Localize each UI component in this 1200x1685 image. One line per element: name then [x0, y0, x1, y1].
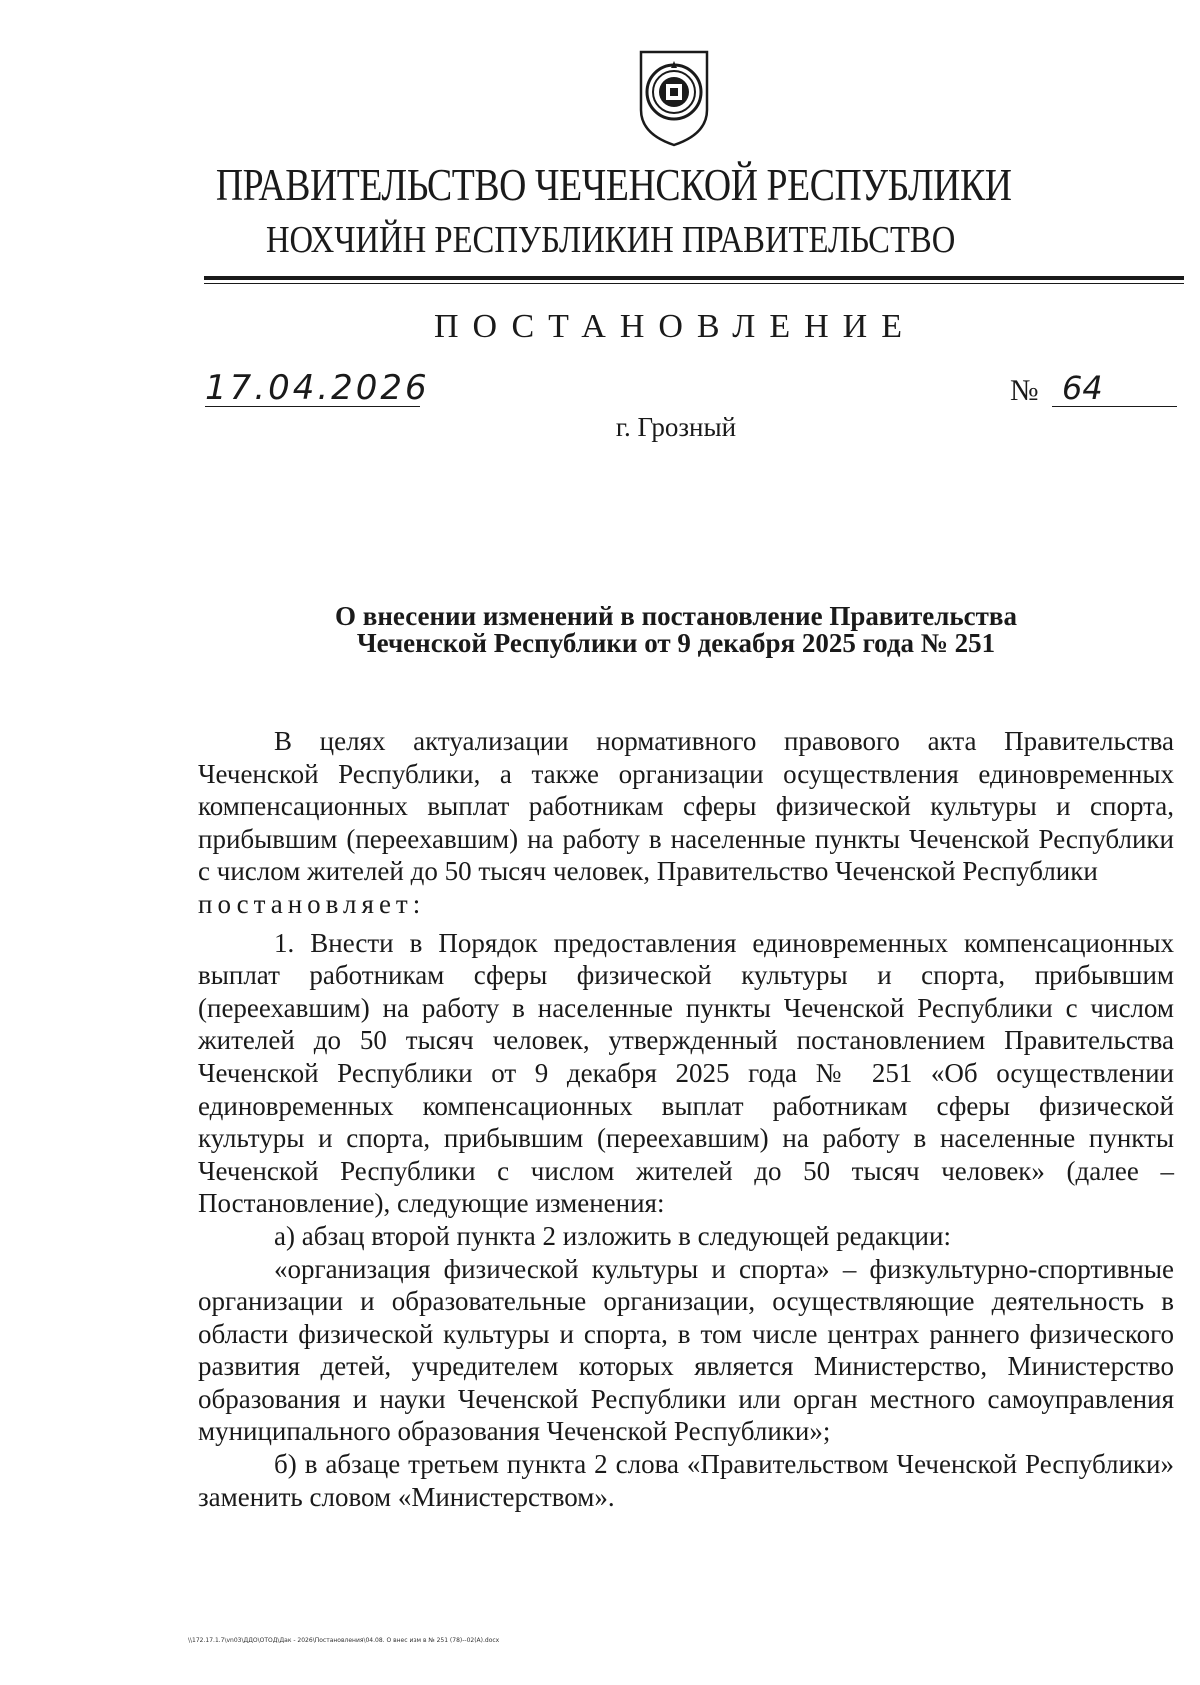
document-title: [0, 603, 1200, 657]
coat-of-arms-icon: [635, 48, 713, 148]
header-divider-thin: [204, 283, 1184, 284]
document-title-line1: О внесении изменений в постановление Правительства: [335, 601, 1017, 631]
item-a: а) абзац второй пункта 2 изложить в следующей редакции:: [274, 1220, 951, 1251]
document-type: ПОСТАНОВЛЕНИЕ: [433, 308, 917, 345]
document-date: 17.04.2026: [205, 368, 430, 408]
city: г. Грозный: [615, 412, 737, 442]
government-title-chechen: НОХЧИЙН РЕСПУБЛИКИН ПРАВИТЕЛЬСТВО: [265, 219, 956, 261]
file-path-footer: \\172.17.1.7\vn03\ДДО\ОТОД\Дак - 2026\Постановления\04.08. О внес изм в № 251 (78)--02(А).docx: [188, 1637, 500, 1644]
item-b: б) в абзаце третьем пункта 2 слова «Правительством Чеченской Республики» заменить словом «Министерством».: [198, 1449, 1174, 1512]
item-1: 1. Внести в Порядок предоставления единовременных компенсационных выплат работникам сферы физической культуры и спорта, прибывшим (переехавшим) на работу в населенные пункты Чеченской Республики с числом жителей до 50 тысяч человек, утвержденный постановлением Правительства Чеченской Республики от 9 декабря 2025 года № 251 «Об осуществлении единовременных компенсационных выплат работникам сферы физической культуры и спорта, прибывшим (переехавшим) на работу в населенные пункты Чеченской Республики с числом жителей до 50 тысяч человек» (далее – Постановление), следующие изменения:: [198, 927, 1174, 1219]
header-divider: [204, 276, 1184, 280]
intro-paragraph: В целях актуализации нормативного правового акта Правительства Чеченской Республики, а также организации осуществления единовременных компенсационных выплат работникам сферы физической культуры и спорта, прибывшим (переехавшим) на работу в населенные пункты Чеченской Республики с числом жителей до 50 тысяч человек, Правительство Чеченской Республики: [198, 726, 1174, 887]
decree-word: постановляет:: [198, 888, 426, 919]
number-label: №: [1010, 374, 1039, 407]
document-number: 64: [1052, 370, 1177, 407]
document-body: [198, 725, 1174, 1513]
government-title: ПРАВИТЕЛЬСТВО ЧЕЧЕНСКОЙ РЕСПУБЛИКИ: [215, 159, 1012, 210]
item-a-text: «организация физической культуры и спорта» – физкультурно-спортивные организации и образовательные организации, осуществляющие деятельность в области физической культуры и спорта, в том числе центрах раннего физического развития детей, учредителем которых является Министерство, Министерство образования и науки Чеченской Республики или орган местного самоуправления муниципального образования Чеченской Республики»;: [198, 1253, 1174, 1447]
document-title-line2: Чеченской Республики от 9 декабря 2025 года № 251: [356, 628, 996, 658]
